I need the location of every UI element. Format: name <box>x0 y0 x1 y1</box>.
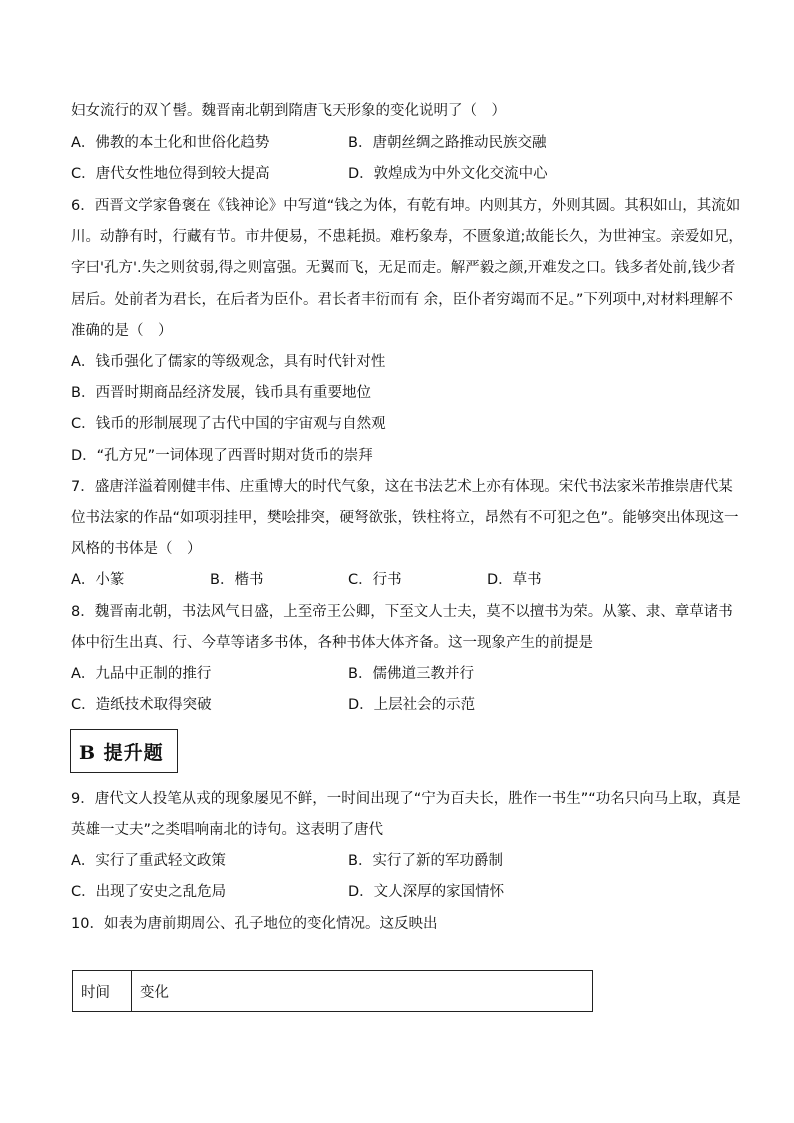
table-header-row <box>73 971 593 1012</box>
q6-option-d: D．“孔方兄”一词体现了西晋时期对货币的崇拜 <box>71 448 373 464</box>
table-header-time: 时间 <box>73 971 132 1012</box>
q6-option-c: C．钱币的形制展现了古代中国的宇宙观与自然观 <box>71 416 386 432</box>
q8-stem-1: 8．魏晋南北朝，书法风气日盛，上至帝王公卿，下至文人士夫，莫不以擅书为荣。从篆、隶、章草诸书 <box>71 604 733 620</box>
section-heading-box <box>70 729 178 773</box>
q8-option-b: B．儒佛道三教并行 <box>348 666 474 682</box>
q8-option-a: A．九品中正制的推行 <box>71 666 212 682</box>
q5-option-d: D．敦煌成为中外文化交流中心 <box>348 166 548 182</box>
status-table <box>72 970 593 1012</box>
q5-option-b: B．唐朝丝绸之路推动民族交融 <box>348 135 547 151</box>
q5-option-a: A．佛教的本土化和世俗化趋势 <box>71 135 270 151</box>
q7-stem-2: 位书法家的作品“如项羽挂甲，樊哙排突，硬弩欲张，铁柱将立，昂然有不可犯之色”。能够突出体现这一 <box>71 510 739 526</box>
q8-option-d: D．上层社会的示范 <box>348 697 476 713</box>
q7-option-a: A．小篆 <box>71 572 125 588</box>
q8-stem-2: 体中衍生出真、行、今草等诸多书体，各种书体大体齐备。这一现象产生的前提是 <box>71 635 593 651</box>
q6-stem-5: 准确的是（ ） <box>71 323 173 339</box>
q9-stem-1: 9．唐代文人投笔从戎的现象屡见不鲜，一时间出现了“宁为百夫长，胜作一书生”“功名只向马上取，真是 <box>71 791 741 807</box>
q10-stem: 10．如表为唐前期周公、孔子地位的变化情况。这反映出 <box>71 916 438 932</box>
q6-stem-1: 6．西晋文学家鲁褒在《钱神论》中写道“钱之为体，有乾有坤。内则其方，外则其圆。其积如山，其流如 <box>71 198 741 214</box>
q6-option-a: A．钱币强化了儒家的等级观念，具有时代针对性 <box>71 354 386 370</box>
q9-option-d: D．文人深厚的家国情怀 <box>348 884 505 900</box>
q5-option-c: C．唐代女性地位得到较大提高 <box>71 166 270 182</box>
q6-stem-3: 字曰'孔方'.失之则贫弱,得之则富强。无翼而飞，无足而走。解严毅之颜,开难发之口。钱多者处前,钱少者 <box>71 260 736 276</box>
section-heading: B 提升题 <box>79 742 164 764</box>
q8-option-c: C．造纸技术取得突破 <box>71 697 212 713</box>
q9-stem-2: 英雄一丈夫”之类唱响南北的诗句。这表明了唐代 <box>71 822 384 838</box>
q9-option-a: A．实行了重武轻文政策 <box>71 853 226 869</box>
q7-option-b: B．楷书 <box>210 572 264 588</box>
q9-option-c: C．出现了安史之乱危局 <box>71 884 227 900</box>
q6-option-b: B．西晋时期商品经济发展，钱币具有重要地位 <box>71 385 371 401</box>
q6-stem-4: 居后。处前者为君长，在后者为臣仆。君长者丰衍而有 余，臣仆者穷竭而不足。”下列项中,对材料理解不 <box>71 292 733 308</box>
q7-stem-1: 7．盛唐洋溢着刚健丰伟、庄重博大的时代气象，这在书法艺术上亦有体现。宋代书法家米芾推崇唐代某 <box>71 479 733 495</box>
q5-stem-end: 妇女流行的双丫髻。魏晋南北朝到隋唐飞天形象的变化说明了（ ） <box>71 103 506 119</box>
table-header-change: 变化 <box>132 971 593 1012</box>
q9-option-b: B．实行了新的军功爵制 <box>348 853 503 869</box>
q7-stem-3: 风格的书体是（ ） <box>71 541 202 557</box>
q6-stem-2: 川。动静有时，行藏有节。市井便易，不患耗损。难朽象寿，不匮象道;故能长久，为世神宝。亲爱如兄， <box>71 229 743 245</box>
q7-option-d: D．草书 <box>487 572 542 588</box>
q7-option-c: C．行书 <box>348 572 402 588</box>
